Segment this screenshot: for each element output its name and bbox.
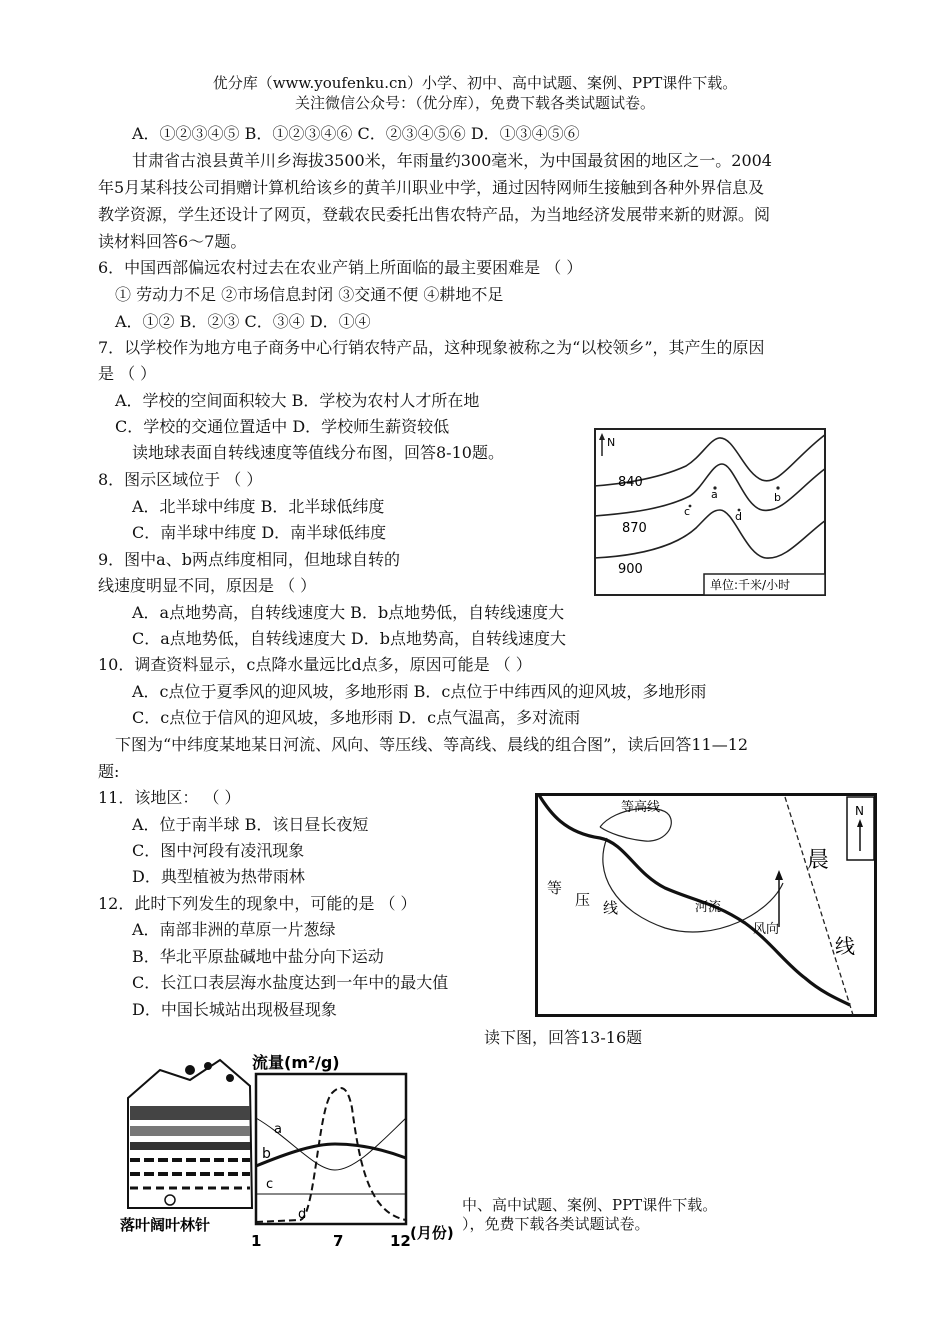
footer-fragment-1: 中、高中试题、案例、PPT课件下载。: [462, 1196, 718, 1214]
header-line-2: 关注微信公众号：（优分库），免费下载各类试题试卷。: [294, 94, 655, 112]
question-12-option-d: D．中国长城站出现极昼现象: [132, 1000, 337, 1019]
river-label: 河流: [695, 900, 722, 915]
header-line-1: 优分库（www.youfenku.cn）小学、初中、高中试题、案例、PPT课件下载。: [212, 74, 738, 92]
question-11-options: D．典型植被为热带雨林: [132, 867, 305, 886]
vegetation-label: 落叶阔叶林针: [120, 1216, 211, 1234]
question-11-options: C．图中河段有凌汛现象: [132, 841, 305, 860]
contour-label: 等高线: [621, 800, 661, 815]
question-7-cont: 是 （ ）: [98, 364, 157, 383]
x-tick-1: 1: [251, 1232, 262, 1250]
tree-icon: [204, 1062, 212, 1070]
question-9: 9．图中a、b两点纬度相同，但地球自转的: [98, 550, 400, 569]
combined-map-figure: [535, 793, 877, 1021]
series-d-label: d: [298, 1207, 307, 1222]
passage-line: 读材料回答6～7题。: [98, 232, 247, 251]
north-label: N: [855, 804, 864, 818]
question-9-options: A．a点地势高，自转线速度大 B．b点地势低，自转线速度大: [132, 603, 565, 622]
contour-label-840: 840: [618, 475, 643, 490]
x-axis-label: (月份): [410, 1224, 454, 1242]
rock-strata-sketch: [128, 1060, 252, 1208]
question-10: 10．调查资料显示，c点降水量远比d点多，原因可能是 （ ）: [98, 655, 532, 674]
contour-label-900: 900: [618, 562, 643, 577]
question-10-options: C．c点位于信风的迎风坡，多地形雨 D．c点气温高，多对流雨: [132, 708, 581, 727]
intro-11-12: 下图为“中纬度某地某日河流、风向、等压线、等高线、晨线的组合图”，读后回答11—12: [115, 735, 749, 754]
point-b-marker: [776, 486, 779, 489]
point-a-label: a: [711, 488, 718, 501]
question-6-options: A．①② B．②③ C．③④ D．①④: [115, 312, 371, 331]
x-tick-7: 7: [333, 1232, 344, 1250]
question-7: 7．以学校作为地方电子商务中心行销农特产品，这种现象被称之为“以校领乡”，其产生的原因: [98, 338, 765, 357]
question-11-options: A．位于南半球 B．该日昼长夜短: [132, 815, 369, 834]
dawn-label-2: 线: [835, 934, 855, 958]
tree-icon: [226, 1074, 234, 1082]
intro-13-16: 读下图，回答13-16题: [484, 1028, 643, 1047]
dawn-label-1: 晨: [807, 848, 830, 873]
question-12-option-b: B．华北平原盐碱地中盐分向下运动: [132, 947, 384, 966]
question-11: 11．该地区： （ ）: [98, 788, 241, 807]
series-a-label: a: [274, 1122, 282, 1137]
point-b-label: b: [774, 491, 781, 504]
footer-fragment-2: ），免费下载各类试题试卷。: [462, 1215, 650, 1233]
series-b-label: b: [262, 1146, 271, 1162]
question-8-options: A．北半球中纬度 B．北半球低纬度: [132, 497, 385, 516]
series-c-label: c: [266, 1177, 274, 1192]
isobar-label-3: 线: [603, 899, 619, 917]
question-6: 6．中国西部偏远农村过去在农业产销上所面临的最主要困难是 （ ）: [98, 258, 583, 277]
question-9-options: C．a点地势低，自转线速度大 D．b点地势高，自转线速度大: [132, 629, 566, 648]
tree-icon: [185, 1065, 195, 1075]
question-7-options: C．学校的交通位置适中 D．学校师生薪资较低: [115, 417, 450, 436]
question-8: 8．图示区域位于 （ ）: [98, 470, 263, 489]
question-12: 12．此时下列发生的现象中，可能的是 （ ）: [98, 894, 417, 913]
point-d-label: d: [735, 510, 742, 523]
question-10-options: A．c点位于夏季风的迎风坡，多地形雨 B．c点位于中纬西风的迎风坡，多地形雨: [132, 682, 707, 701]
passage-line: 教学资源，学生还设计了网页，登载农民委托出售农特产品，为当地经济发展带来新的财源。阅: [98, 205, 771, 224]
north-label: N: [607, 436, 616, 449]
question-8-options: C．南半球中纬度 D．南半球低纬度: [132, 523, 387, 542]
point-c-label: c: [684, 505, 691, 518]
x-tick-12: 12: [390, 1232, 411, 1250]
options-line: A．①②③④⑤ B．①②③④⑥ C．②③④⑤⑥ D．①③④⑤⑥: [132, 124, 580, 143]
rotation-speed-figure: [594, 428, 826, 600]
passage-line: 甘肃省古浪县黄羊川乡海拔3500米，年雨量约300毫米，为中国最贫困的地区之一。2004: [132, 151, 772, 170]
intro-11-12-cont: 题:: [98, 762, 120, 781]
isobar-label-1: 等: [547, 879, 563, 897]
plot-frame: [256, 1074, 406, 1224]
question-7-options: A．学校的空间面积较大 B．学校为农村人才所在地: [115, 391, 480, 410]
intro-8-10: 读地球表面自转线速度等值线分布图，回答8-10题。: [132, 443, 504, 462]
isobar-label-2: 压: [575, 891, 591, 909]
question-12-option-a: A．南部非洲的草原一片葱绿: [132, 920, 336, 939]
unit-label: 单位:千米/小时: [710, 578, 791, 592]
question-12-option-c: C．长江口表层海水盐度达到一年中的最大值: [132, 973, 449, 992]
question-6-items: ① 劳动力不足 ②市场信息封闭 ③交通不便 ④耕地不足: [115, 285, 504, 304]
passage-line: 年5月某科技公司捐赠计算机给该乡的黄羊川职业中学，通过因特网师生接触到各种外界信息及: [98, 178, 765, 197]
contour-label-870: 870: [622, 521, 647, 536]
wind-label: 风向: [753, 922, 780, 937]
y-axis-label: 流量(m²/g): [252, 1053, 340, 1072]
question-9-cont: 线速度明显不同，原因是 （ ）: [98, 576, 317, 595]
